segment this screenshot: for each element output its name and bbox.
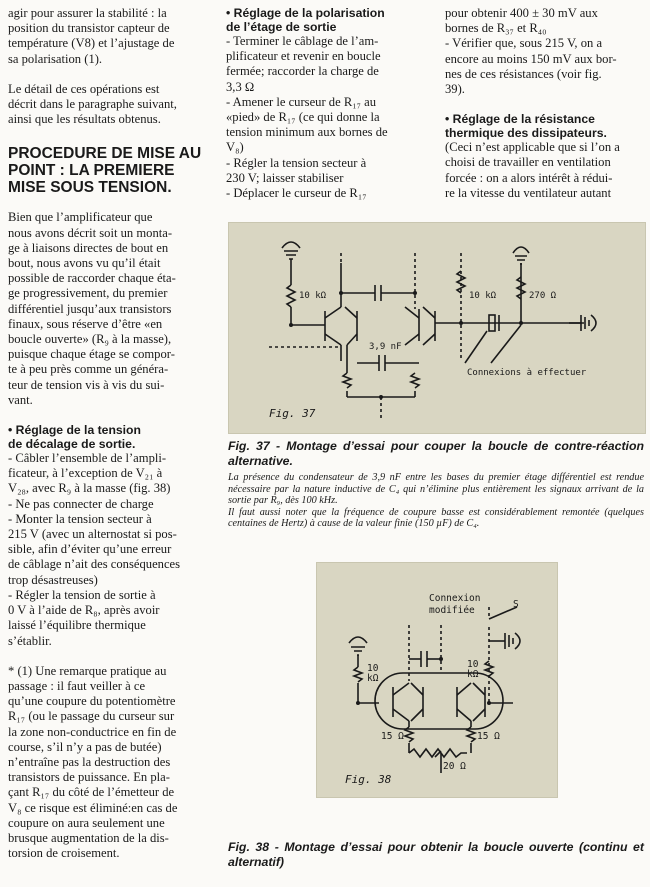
- subheading-line: de décalage de sortie.: [8, 437, 136, 452]
- text-line: - Terminer le câblage de l’am-: [226, 34, 379, 48]
- subheading-line: • Réglage de la résistance: [445, 112, 595, 127]
- text-line: pour obtenir 400 ± 30 mV aux: [445, 6, 598, 20]
- text-line: plificateur et revenir en boucle: [226, 49, 381, 64]
- note-line: * (1) Une remarque pratique au: [8, 663, 167, 678]
- text-line: vant.: [8, 392, 33, 407]
- fig38-r20: 20 Ω: [443, 761, 466, 772]
- text-line: - Régler la tension secteur à: [226, 155, 367, 170]
- body-paragraph: [8, 210, 213, 408]
- text-line: V₈): [226, 140, 244, 155]
- step-line: sible, afin d’éviter qu’une erreur: [8, 542, 172, 557]
- text-line: ge à liaisons directes de bout en: [8, 240, 169, 255]
- text-line: (Ceci n’est applicable que si l’on a: [445, 140, 620, 155]
- column-3-text: [445, 140, 645, 201]
- note-line: course, s’il n’y a pas de butée): [8, 739, 162, 754]
- step-line: 0 V à l’aide de R₈, après avoir: [8, 603, 160, 618]
- text-line: choisi de travailler en ventilation: [445, 155, 611, 170]
- fig38-r-right-1: 10: [467, 659, 479, 670]
- step-line: de câblage n’ait des conséquences: [8, 557, 181, 572]
- fig37-r1-label: 10 kΩ: [299, 291, 327, 301]
- caption-37: [228, 439, 644, 530]
- text-line: puisque chaque étage se compor-: [8, 347, 175, 362]
- heading-line: PROCEDURE DE MISE AU: [8, 145, 202, 163]
- text-line: encore au moins 150 mV aux bor-: [445, 51, 617, 66]
- text-line: - Déplacer le curseur de R₁₇: [226, 186, 367, 201]
- caption-38: [228, 840, 644, 870]
- subheading-resistance-thermique: [445, 112, 645, 140]
- figure-38: [316, 562, 558, 798]
- text-line: Bien que l’amplificateur que: [8, 210, 153, 225]
- subheading-line: thermique des dissipateurs.: [445, 126, 607, 141]
- column-1: [8, 6, 213, 861]
- step-line: s’établir.: [8, 633, 52, 648]
- footnote: [8, 664, 213, 862]
- fig37-r3-label: 270 Ω: [529, 291, 557, 301]
- step-line: ficateur, à l’exception de V₂₁ à: [8, 466, 163, 481]
- text-line: position du transistor capteur de: [8, 21, 170, 36]
- note-line: qu’une coupure du potentiomètre: [8, 694, 176, 709]
- step-line: - Monter la tension secteur à: [8, 511, 152, 526]
- text-line: agir pour assurer la stabilité : la: [8, 6, 167, 20]
- text-line: - Amener le curseur de R₁₇ au: [226, 94, 377, 109]
- text-line: te à peu près comme un généra-: [8, 362, 169, 377]
- polarisation-steps: [226, 34, 433, 201]
- text-line: température (V8) et l’ajustage de: [8, 36, 175, 51]
- text-line: «pied» de R₁₇ (ce qui donne la: [226, 110, 380, 125]
- fig38-r-left-2: kΩ: [367, 673, 379, 684]
- detail-paragraph: [8, 82, 213, 128]
- fig37-r2-label: 10 kΩ: [469, 291, 497, 301]
- subheading-line: de l’étage de sortie: [226, 20, 337, 34]
- fig37-caption-text-2: Il faut aussi noter que la fréquence de coupure basse est considérablement remontée (quelques centaines de Hertz) à cause de la valeur finie (150 µF) de C₄.: [228, 506, 644, 530]
- subheading-polarisation: [226, 6, 433, 34]
- text-line: 39).: [445, 82, 465, 97]
- fig37-cap-label: 3,9 nF: [369, 342, 402, 352]
- text-line: finaux, sous réserve d’être «en: [8, 316, 163, 331]
- column-3-top-text: [445, 6, 645, 97]
- fig37-caption-title: Fig. 37 - Montage d’essai pour couper la boucle de contre-réaction alternative.: [228, 439, 644, 468]
- note-line: çant R₁₇ du côté de l’émetteur de: [8, 785, 175, 800]
- fig37-label: Fig. 37: [269, 407, 316, 420]
- text-line: boucle ouverte» (R₉ à la masse),: [8, 332, 172, 347]
- text-line: nes de ces résistances (voir fig.: [445, 66, 602, 81]
- figure-37: [228, 222, 646, 434]
- column-3: [445, 6, 645, 201]
- fig38-label: Fig. 38: [345, 773, 392, 786]
- fig38-r15a: 15 Ω: [381, 731, 404, 742]
- subheading-line: • Réglage de la tension: [8, 423, 141, 438]
- fig38-caption-title: Fig. 38 - Montage d’essai pour obtenir la boucle ouverte (continu et alternatif): [228, 840, 644, 869]
- step-line: - Régler la tension de sortie à: [8, 587, 156, 602]
- text-line: Le détail de ces opérations est: [8, 81, 160, 96]
- fig38-r-right-2: kΩ: [467, 669, 479, 680]
- heading-line: MISE SOUS TENSION.: [8, 179, 172, 197]
- text-line: différentiel jusqu’aux transistors: [8, 301, 172, 316]
- schematic-38: [317, 563, 557, 797]
- fig38-connexion-label-1: Connexion: [429, 593, 481, 604]
- step-line: V₂₈, avec R₉ à la masse (fig. 38): [8, 481, 171, 496]
- note-line: transistors de puissance. En pla-: [8, 770, 170, 785]
- text-line: re la vitesse du ventilateur autant: [445, 185, 612, 200]
- text-line: bout, nous avons vu qu’il était: [8, 256, 161, 271]
- note-line: coupure on aura seulement une: [8, 815, 165, 830]
- steps-list: [8, 451, 213, 649]
- text-line: possible de raccorder chaque éta-: [8, 271, 176, 286]
- note-line: torsion de croisement.: [8, 846, 120, 861]
- step-line: trop désastreuses): [8, 572, 98, 587]
- heading-line: POINT : LA PREMIERE: [8, 162, 175, 180]
- text-line: ge progressivement, du premier: [8, 286, 168, 301]
- text-line: teur de tension vis à vis du sui-: [8, 377, 165, 392]
- intro-paragraph: [8, 6, 213, 67]
- note-line: n’entraîne pas la destruction des: [8, 754, 171, 769]
- step-line: - Câbler l’ensemble de l’ampli-: [8, 451, 167, 466]
- section-heading: [8, 145, 213, 196]
- subheading-line: • Réglage de la polarisation: [226, 6, 385, 20]
- text-line: - Vérifier que, sous 215 V, on a: [445, 36, 603, 51]
- note-line: V₈ ce risque est éliminé:en cas de: [8, 800, 178, 815]
- schematic-37: [229, 223, 645, 433]
- text-line: décrit dans le paragraphe suivant,: [8, 97, 177, 112]
- text-line: tension minimum aux bornes de: [226, 125, 388, 140]
- fig37-connexions-label: Connexions à effectuer: [467, 368, 587, 378]
- text-line: ainsi que les résultats obtenus.: [8, 112, 161, 127]
- text-line: 230 V; laisser stabiliser: [226, 170, 344, 185]
- text-line: 3,3 Ω: [226, 79, 255, 94]
- note-line: la zone non-conductrice en fin de: [8, 724, 177, 739]
- note-line: brusque augmentation de la dis-: [8, 830, 169, 845]
- fig38-connexion-label-2: modifiée: [429, 605, 475, 616]
- fig38-r-left-1: 10: [367, 663, 379, 674]
- text-line: sa polarisation (1).: [8, 51, 103, 66]
- step-line: - Ne pas connecter de charge: [8, 496, 154, 511]
- fig38-r15b: 15 Ω: [477, 731, 500, 742]
- text-line: forcée : on a alors intérêt à rédui-: [445, 170, 613, 185]
- fig37-caption-text-1: La présence du condensateur de 3,9 nF entre les bases du premier étage différentiel est rendue nécessaire par la nature inductive de C₄ qui n’élimine plus entièrement les signaux arrivant de la sortie par R₉, dès 100 kHz.: [228, 472, 644, 507]
- text-line: nous avons décrit soit un monta-: [8, 225, 173, 240]
- step-line: 215 V (avec un alternostat si pos-: [8, 527, 177, 542]
- note-line: passage : il faut veiller à ce: [8, 678, 146, 693]
- text-line: bornes de R₃₇ et R₄₀: [445, 21, 547, 36]
- step-line: laissé l’équilibre thermique: [8, 618, 146, 633]
- text-line: fermée; raccorder la charge de: [226, 64, 379, 79]
- subheading-tension-decalage: [8, 423, 213, 451]
- fig38-s-label: S: [513, 599, 519, 610]
- note-line: R₁₇ (ou le passage du curseur sur: [8, 709, 175, 724]
- column-2: [226, 6, 433, 201]
